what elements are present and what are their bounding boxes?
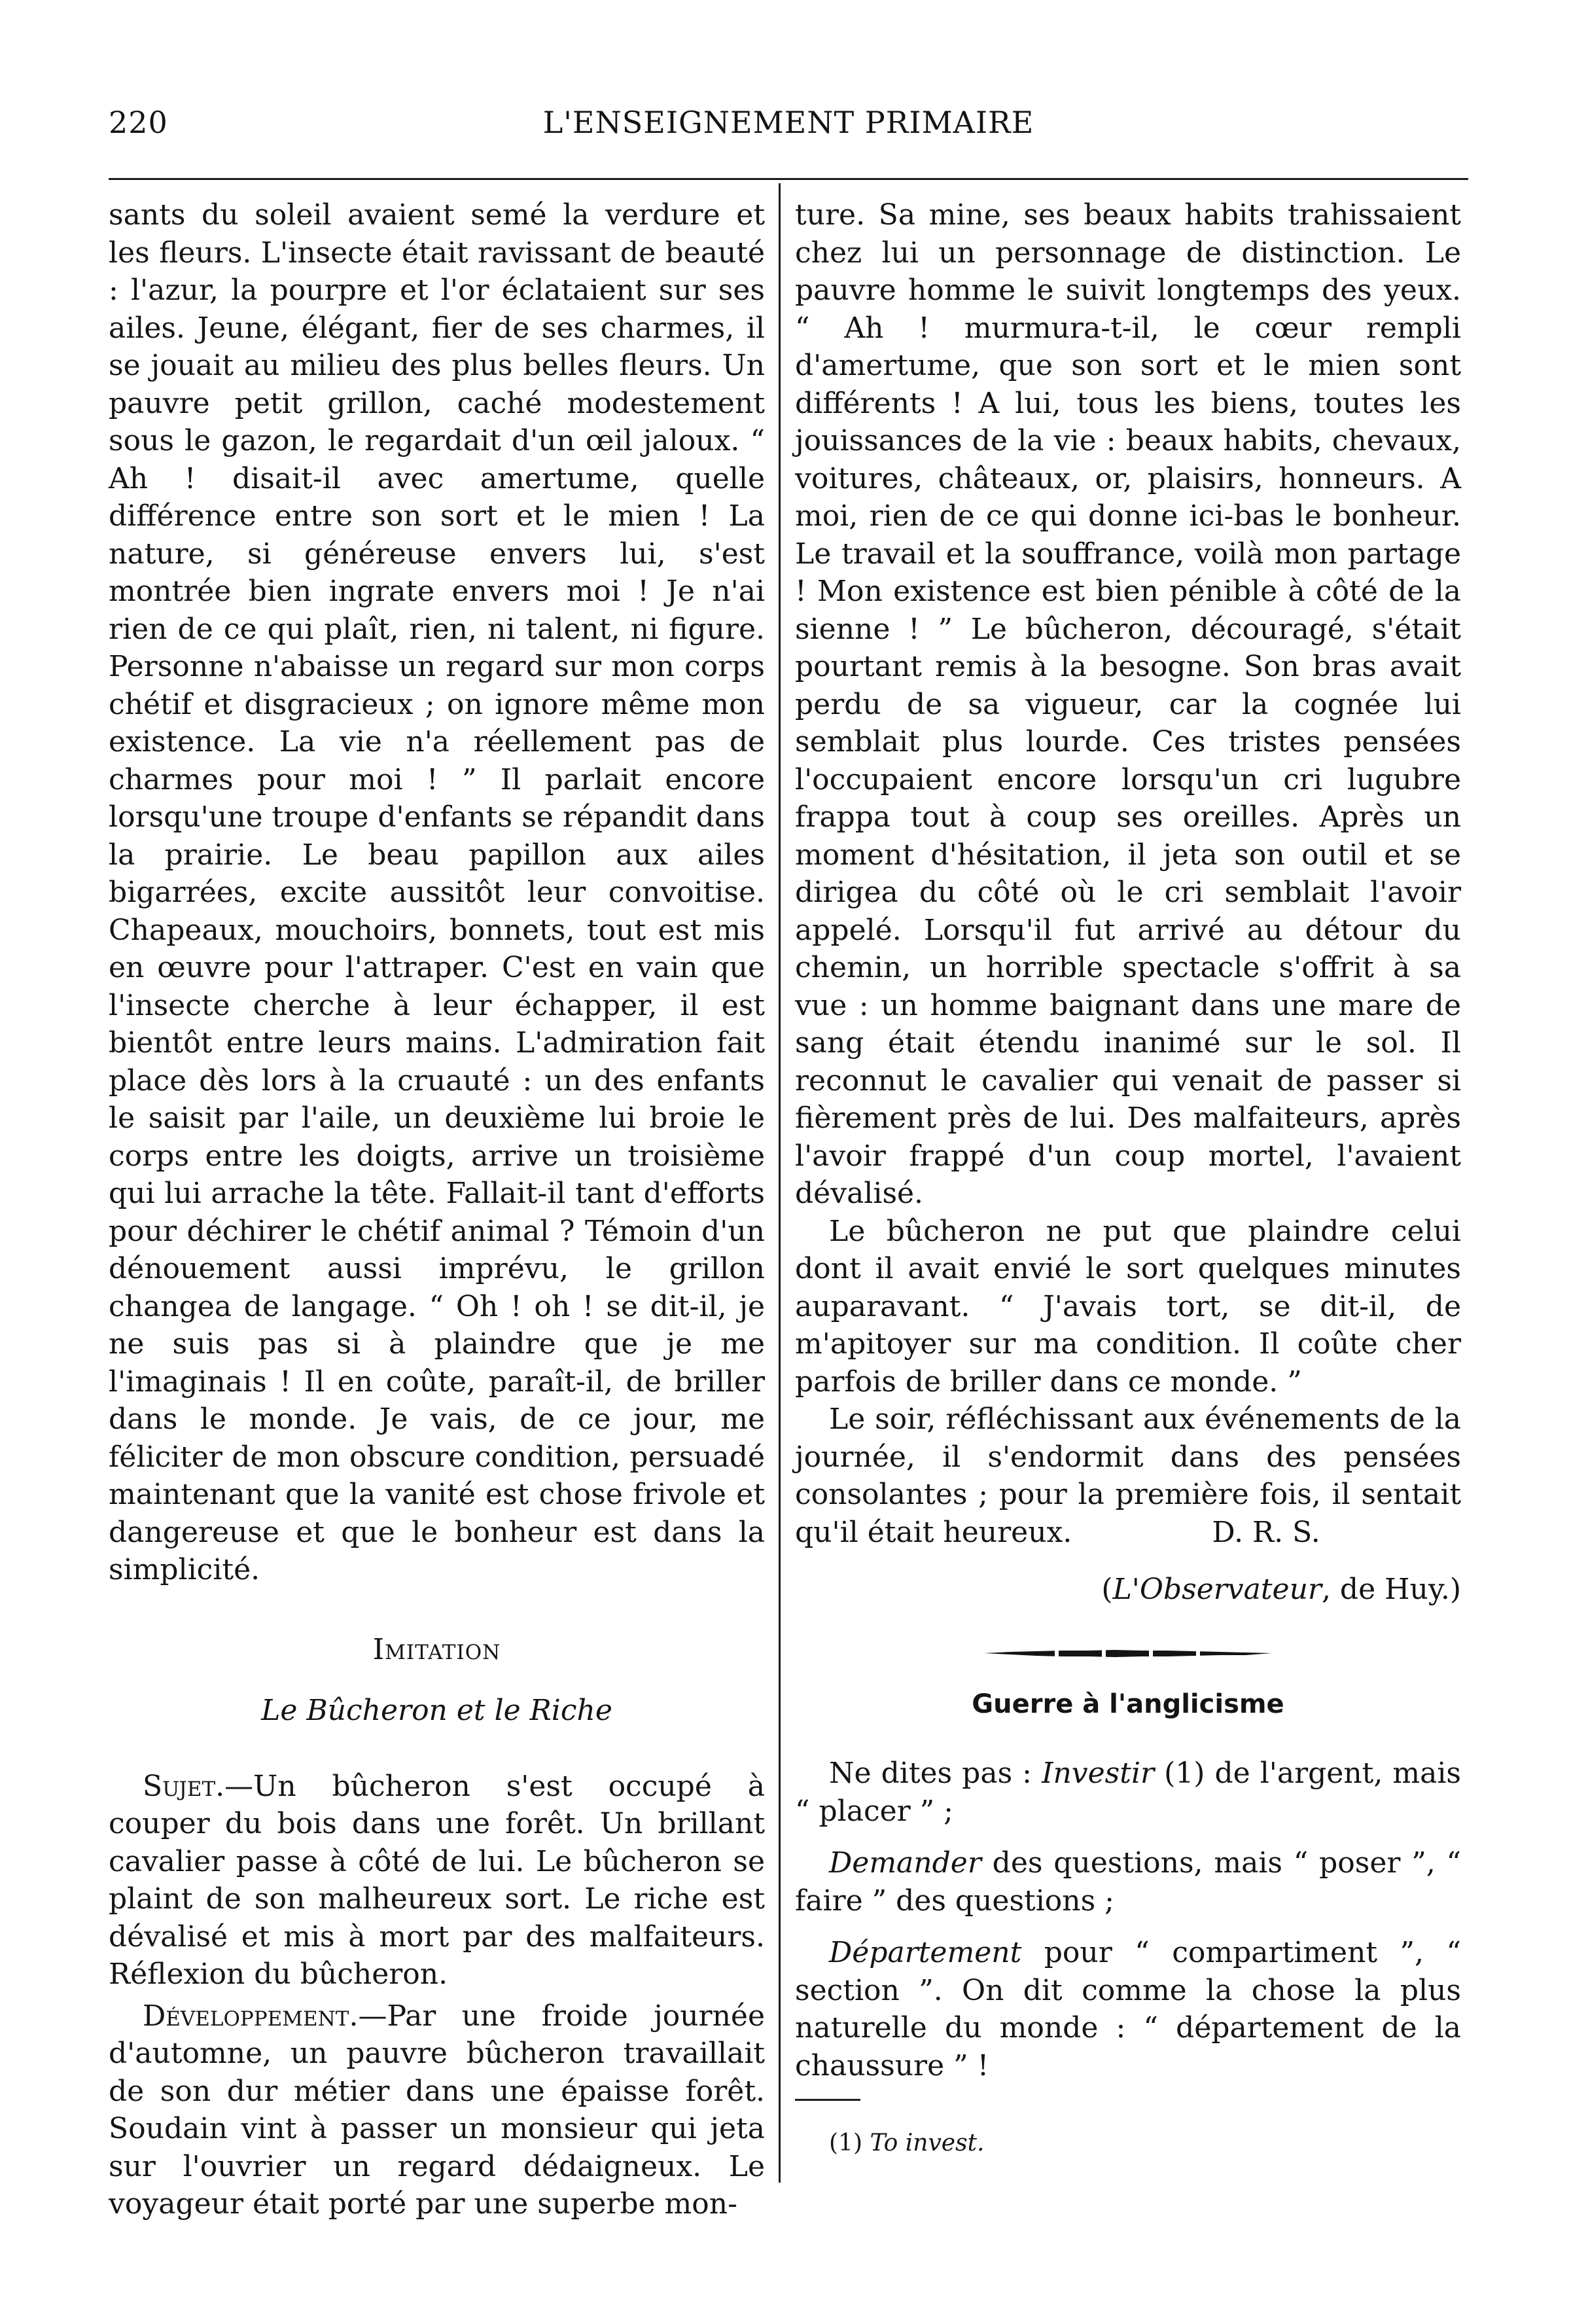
header-rule [109, 178, 1468, 180]
right-paragraph-3-text: Le soir, réfléchissant aux événements de la journée, il s'endormit dans des pensées consolantes ; pour la première fois, il sentait qu'il était heureux. [795, 1403, 1461, 1549]
developpement-label: Développement. [143, 1999, 359, 2033]
sujet-paragraph [109, 1768, 765, 1993]
left-column [109, 196, 765, 2223]
section-title-imitation: Imitation [372, 1632, 501, 1666]
right-paragraph-1: ture. Sa mine, ses beaux habits trahissaient chez lui un personnage de distinction. Le pauvre homme le suivit longtemps des yeux. “ Ah ! murmura-t-il, le cœur rempli d'amertume, que son sort et le mien sont différents ! A lui, tous les biens, toutes les jouissances de la vie : beaux habits, chevaux, voitures, châteaux, or, plaisirs, honneurs. A moi, rien de ce qui donne ici-bas le bonheur. Le travail et la souffrance, voilà mon partage ! Mon existence est bien pénible à côté de la sienne ! ” Le bûcheron, découragé, s'était pourtant remis à la besogne. Son bras avait perdu de sa vigueur, car la cognée lui semblait plus lourde. Ces tristes pensées l'occupaient encore lorsqu'un cri lugubre frappa tout à coup ses oreilles. Après un moment d'hésitation, il jeta son outil et se dirigea du côté où le cri semblait l'avoir appelé. Lorsqu'il fut arrivé au détour du chemin, un horrible spectacle s'offrit à sa vue : un homme baignant dans une mare de sang était étendu inanimé sur le sol. Il reconnut le cavalier qui venait de passer si fièrement près de lui. Des malfaiteurs, après l'avoir frappé d'un coup mortel, l'avaient dévalisé. [795, 198, 1461, 1210]
anglicism-list [795, 1755, 1461, 2084]
page-number: 220 [109, 105, 168, 140]
anglicism-item-1-intro: Ne dites pas : [829, 1757, 1042, 1790]
column-rule [779, 183, 781, 2183]
section-title-guerre: Guerre à l'anglicisme [972, 1689, 1284, 1719]
anglicism-item-2-text: des questions, mais “ poser ”, “ faire ” des questions ; [795, 1846, 1461, 1918]
page-header [109, 105, 1468, 151]
signature: D. R. S. [1212, 1515, 1320, 1549]
right-paragraph-2: Le bûcheron ne put que plaindre celui dont il avait envié le sort quelques minutes auparavant. “ J'avais tort, se dit-il, de m'apitoyer sur ma condition. Il coûte cher parfois de briller dans ce monde. ” [795, 1214, 1461, 1399]
anglicism-item-3-text: pour “ compartiment ”, “ section ”. On dit comme la chose la plus naturelle du monde : “ département de la chaussure ” ! [795, 1936, 1461, 2083]
source-title: L'Observateur [1112, 1573, 1322, 1606]
developpement-paragraph [109, 1997, 765, 2223]
right-column [795, 196, 1461, 2162]
sujet-text: —Un bûcheron s'est occupé à couper du bois dans une forêt. Un brillant cavalier passe à côté de lui. Le bûcheron se plaint de son malheureux sort. Le riche est dévalisé et mis à mort par des malfaiteurs. Réflexion du bûcheron. [109, 1769, 765, 1991]
footnote-rule [795, 2099, 860, 2101]
ornament-divider-icon [984, 1645, 1272, 1661]
anglicism-item-1-text: (1) de l'argent, mais “ placer ” ; [795, 1757, 1462, 1828]
anglicism-item-2-term: Demander [829, 1846, 981, 1880]
sujet-label: Sujet. [143, 1769, 225, 1803]
footnote-number: (1) [829, 2130, 870, 2156]
ornament-divider [984, 1645, 1272, 1661]
anglicism-item-3 [795, 1934, 1461, 2084]
anglicism-item-1-term: Investir [1042, 1757, 1155, 1790]
anglicism-item-3-term: Département [829, 1936, 1022, 1969]
anglicism-item-1 [795, 1755, 1461, 1830]
left-paragraph-1: sants du soleil avaient semé la verdure et les fleurs. L'insecte était ravissant de beauté : l'azur, la pourpre et l'or éclataient sur ses ailes. Jeune, élégant, fier de ses charmes, il se jouait au milieu des plus belles fleurs. Un pauvre petit grillon, caché modestement sous le gazon, le regardait d'un œil jaloux. “ Ah ! disait-il avec amertume, quelle différence entre son sort et le mien ! La nature, si généreuse envers lui, s'est montrée bien ingrate envers moi ! Je n'ai rien de ce qui plaît, rien, ni talent, ni figure. Personne n'abaisse un regard sur mon corps chétif et disgracieux ; on ignore même mon existence. La vie n'a réellement pas de charmes pour moi ! ” Il parlait encore lorsqu'une troupe d'enfants se répandit dans la prairie. Le beau papillon aux ailes bigarrées, excite aussitôt leur convoitise. Chapeaux, mouchoirs, bonnets, tout est mis en œuvre pour l'attraper. C'est en vain que l'insecte cherche à leur échapper, il est bientôt entre leurs mains. L'admiration fait place dès lors à la cruauté : un des enfants le saisit par l'aile, un deuxième lui broie le corps entre les doigts, arrive un troisième qui lui arrache la tête. Fallait-il tant d'efforts pour déchirer le chétif animal ? Témoin d'un dénouement aussi imprévu, le grillon changea de langage. “ Oh ! oh ! se dit-il, je ne suis pas si à plaindre que je me l'imaginais ! Il en coûte, paraît-il, de briller dans le monde. Je vais, de ce jour, me féliciter de mon obscure condition, persuadé maintenant que la vanité est chose frivole et dangereuse et que le bonheur est dans la simplicité. [109, 198, 765, 1586]
developpement-text: —Par une froide journée d'automne, un pauvre bûcheron travaillait de son dur métier dans une épaisse forêt. Soudain vint à passer un monsieur qui jeta sur l'ouvrier un regard dédaigneux. Le voyageur était porté par une superbe mon- [109, 1999, 765, 2221]
source-rest: , de Huy.) [1321, 1573, 1461, 1606]
right-paragraph-3 [795, 1401, 1461, 1551]
section-subtitle: Le Bûcheron et le Riche [261, 1694, 612, 1727]
footnote [795, 2124, 1461, 2162]
anglicism-item-2 [795, 1844, 1461, 1920]
running-title: L'ENSEIGNEMENT PRIMAIRE [542, 105, 1034, 140]
footnote-text: To invest. [870, 2130, 985, 2156]
source-credit [795, 1571, 1461, 1609]
source-open: ( [1101, 1573, 1113, 1606]
